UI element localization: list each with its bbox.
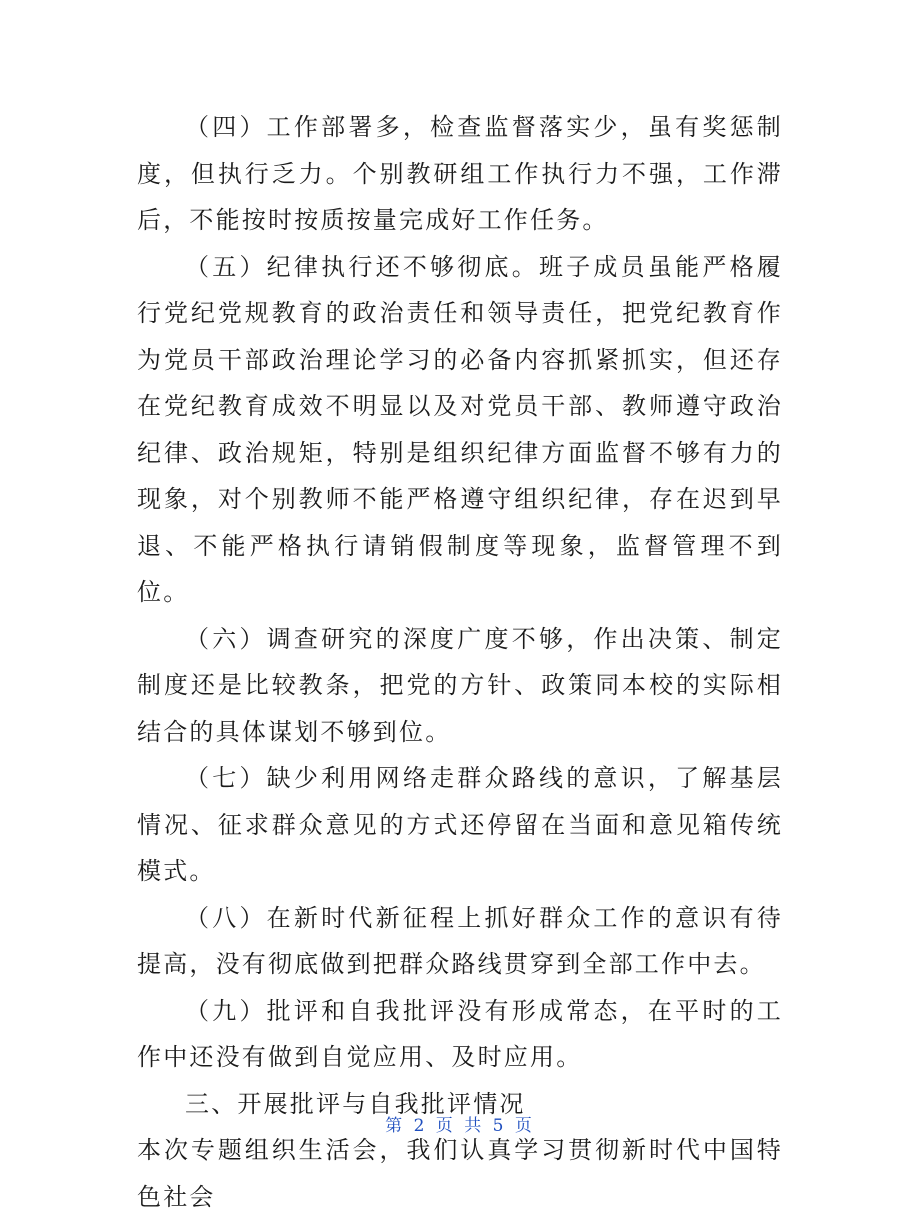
paragraph-9: （九）批评和自我批评没有形成常态，在平时的工作中还没有做到自觉应用、及时应用。 [137, 996, 783, 1071]
closing-paragraph: 本次专题组织生活会，我们认真学习贯彻新时代中国特色社会 [137, 1136, 783, 1211]
document-body [137, 104, 783, 1220]
page-number-footer: 第 2 页 共 5 页 [385, 1116, 535, 1136]
paragraph-5: （五）纪律执行还不够彻底。班子成员虽能严格履行党纪党规教育的政治责任和领导责任，把党纪教育作为党员干部政治理论学习的必备内容抓紧抓实，但还存在党纪教育成效不明显以及对党员干部、教师遵守政治纪律、政治规矩，特别是组织纪律方面监督不够有力的现象，对个别教师不能严格遵守组织纪律，存在迟到早退、不能严格执行请销假制度等现象，监督管理不到位。 [137, 252, 783, 606]
section-heading: 三、开展批评与自我批评情况 [185, 1089, 526, 1118]
paragraph-8: （八）在新时代新征程上抓好群众工作的意识有待提高，没有彻底做到把群众路线贯穿到全部工作中去。 [137, 903, 783, 978]
paragraph-6: （六）调查研究的深度广度不够，作出决策、制定制度还是比较教条，把党的方针、政策同本校的实际相结合的具体谋划不够到位。 [137, 624, 783, 746]
paragraph-4: （四）工作部署多，检查监督落实少，虽有奖惩制度，但执行乏力。个别教研组工作执行力不强，工作滞后，不能按时按质按量完成好工作任务。 [137, 113, 783, 234]
paragraph-7: （七）缺少利用网络走群众路线的意识，了解基层情况、征求群众意见的方式还停留在当面和意见箱传统模式。 [137, 764, 783, 885]
